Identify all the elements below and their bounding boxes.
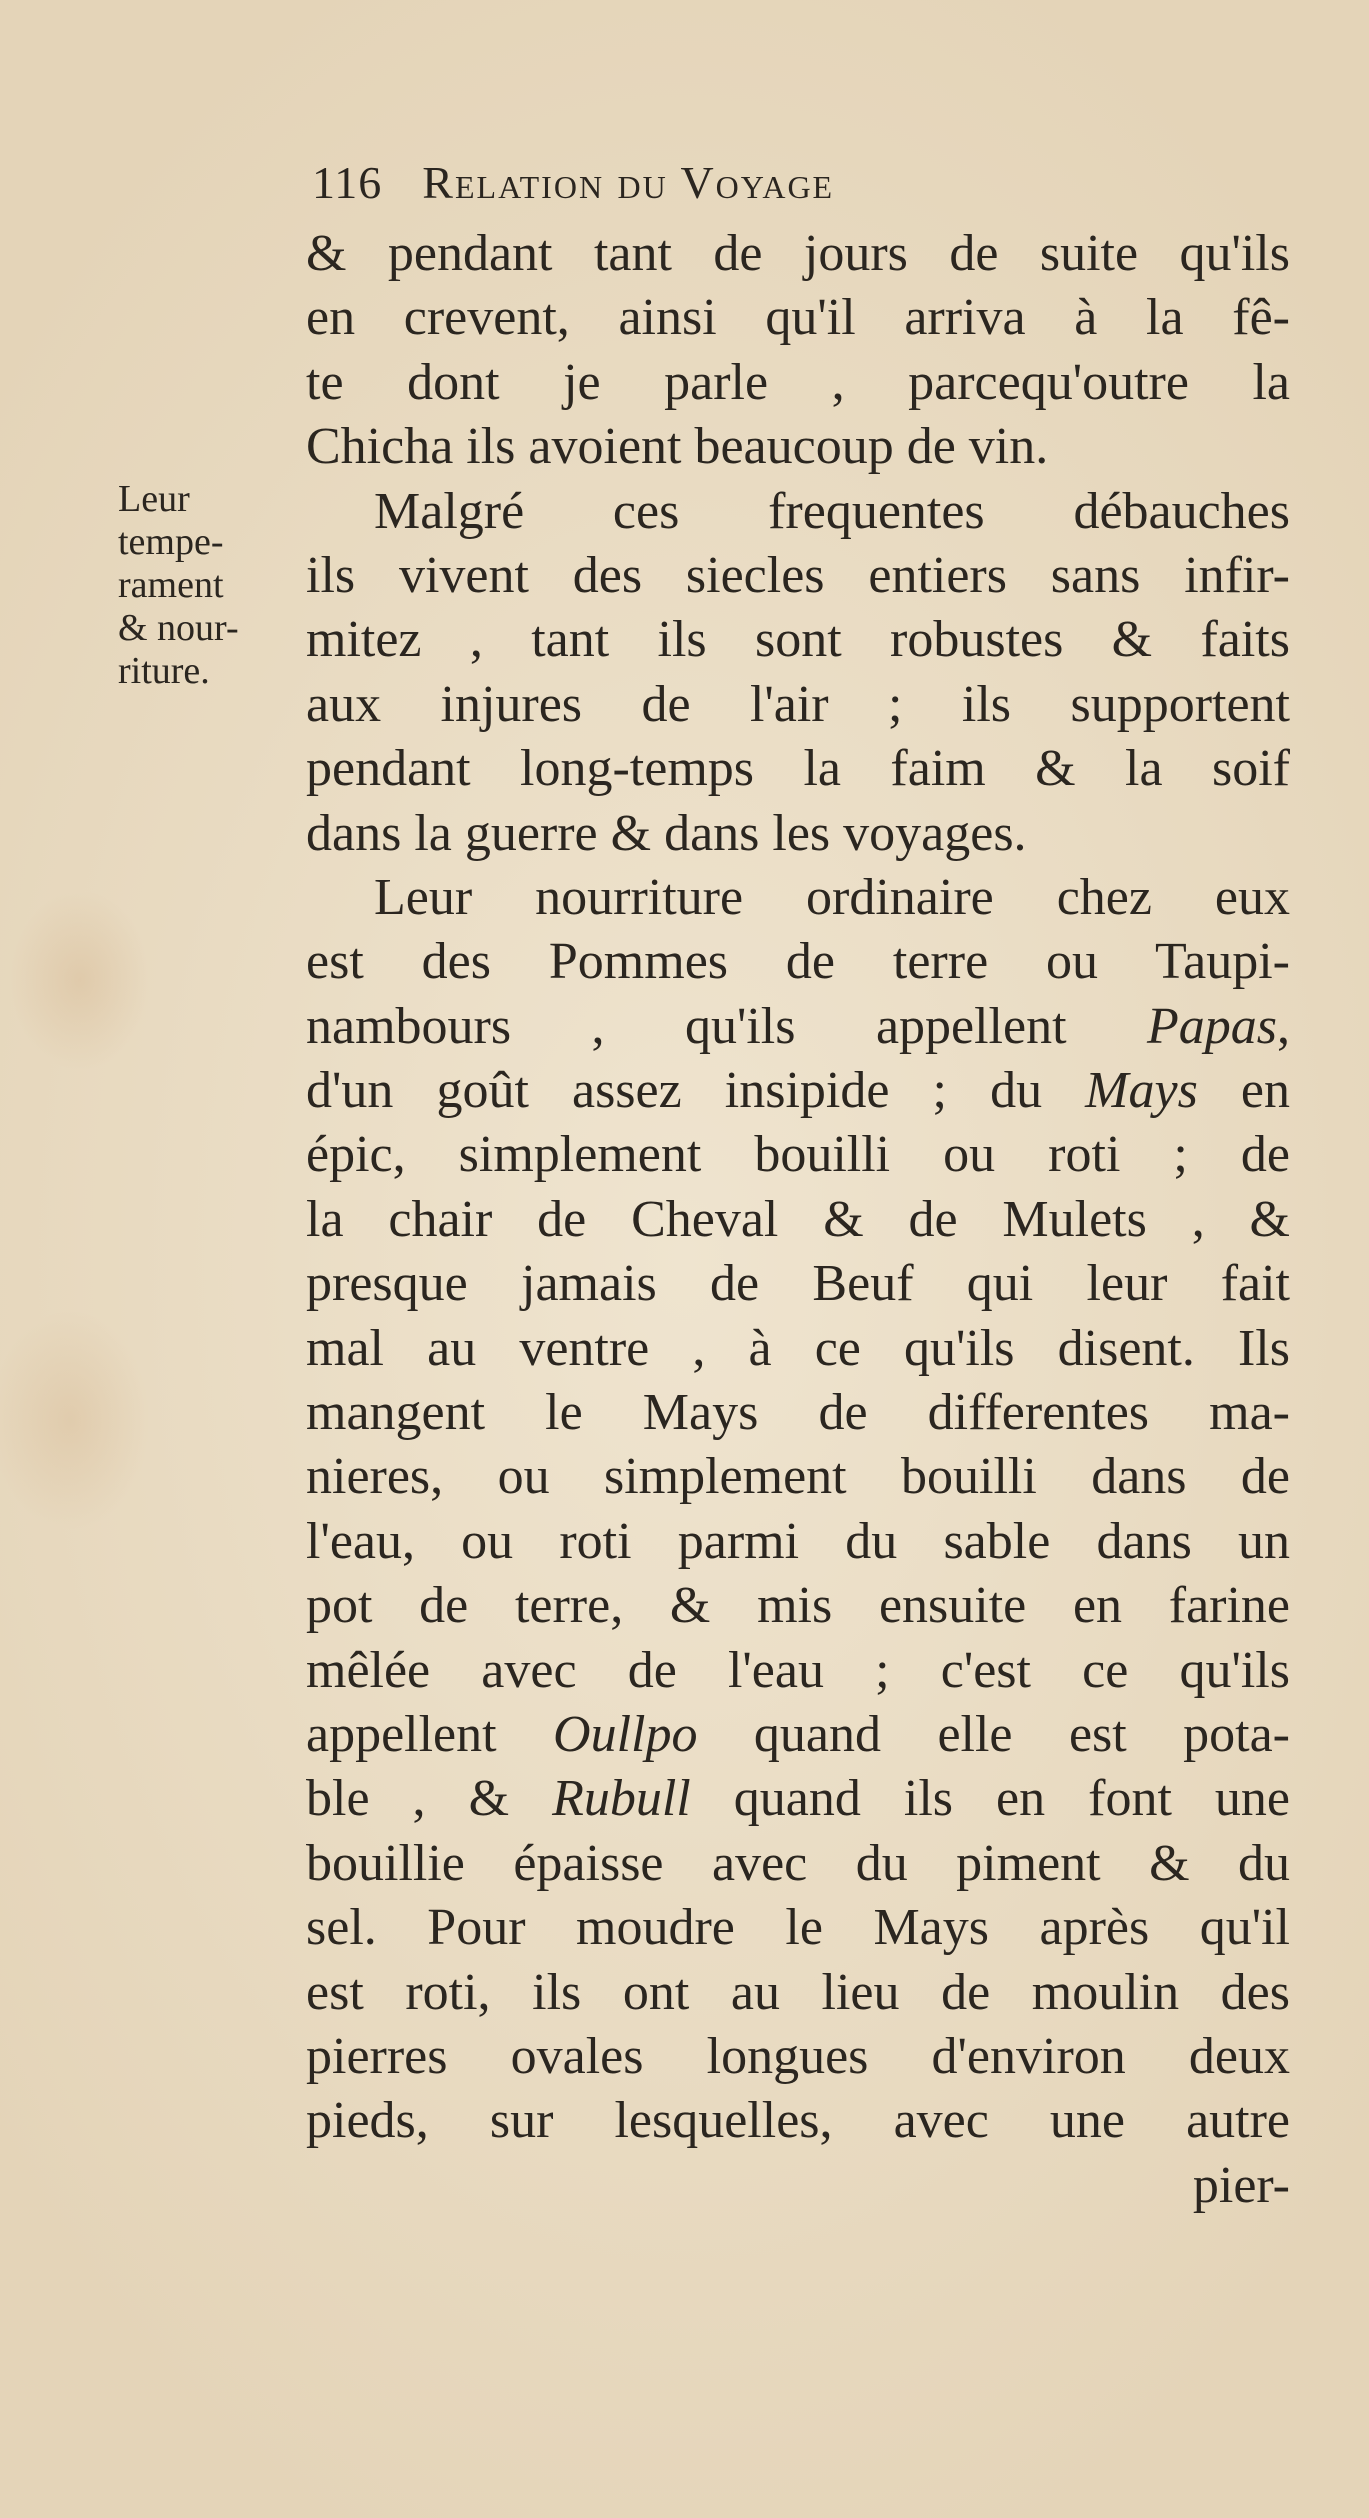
page-number: 116 [312, 157, 383, 208]
body-text [306, 222, 1290, 2218]
text-line: d'un goût assez insipide ; du Mays en [306, 1062, 1290, 1120]
text-line: presque jamais de Beuf qui leur fait [306, 1255, 1290, 1313]
text-line: pieds, sur lesquelles, avec une autre [306, 2092, 1290, 2150]
text-line: & pendant tant de jours de suite qu'ils [306, 225, 1290, 282]
text-line: Leur nourriture ordinaire chez eux [374, 868, 1290, 926]
text-line: est roti, ils ont au lieu de moulin des [306, 1963, 1290, 2021]
text-line: pier- [1192, 2156, 1290, 2214]
text-line: nambours , qu'ils appellent Papas, [306, 997, 1290, 1055]
text-line: mangent le Mays de differentes ma- [306, 1384, 1290, 1442]
text-line: pendant long-temps la faim & la soif [306, 740, 1290, 798]
running-title: Relation du Voyage [422, 157, 835, 208]
text-line: la chair de Cheval & de Mulets , & [306, 1190, 1290, 1248]
text-line: Chicha ils avoient beaucoup de vin. [306, 418, 1049, 476]
text-line: en crevent, ainsi qu'il arriva à la fê- [306, 289, 1290, 347]
running-header [312, 150, 1212, 216]
text-line: nieres, ou simplement bouilli dans de [306, 1448, 1290, 1506]
text-line: pierres ovales longues d'environ deux [306, 2027, 1290, 2085]
text-line: l'eau, ou roti parmi du sable dans un [306, 1512, 1290, 1570]
text-line: Malgré ces frequentes débauches [374, 482, 1290, 540]
margin-note-line: tempe- [118, 521, 224, 563]
margin-note [118, 478, 288, 693]
text-line: mal au ventre , à ce qu'ils disent. Ils [306, 1319, 1290, 1377]
text-line: ils vivent des siecles entiers sans infir- [306, 546, 1290, 604]
margin-note-line: rament [118, 564, 224, 606]
text-line: dans la guerre & dans les voyages. [306, 804, 1027, 862]
text-line: pot de terre, & mis ensuite en farine [306, 1577, 1290, 1635]
text-line: appellent Oullpo quand elle est pota- [306, 1705, 1290, 1763]
margin-note-line: & nour- [118, 607, 239, 649]
text-line: bouillie épaisse avec du piment & du [306, 1834, 1290, 1892]
text-line: mêlée avec de l'eau ; c'est ce qu'ils [306, 1641, 1290, 1699]
margin-note-line: Leur [118, 478, 190, 520]
text-line: sel. Pour moudre le Mays après qu'il [306, 1899, 1291, 1957]
text-line: te dont je parle , parcequ'outre la [306, 353, 1290, 411]
text-line: est des Pommes de terre ou Taupi- [306, 933, 1290, 991]
text-line: épic, simplement bouilli ou roti ; de [306, 1126, 1290, 1184]
text-line: ble , & Rubull quand ils en font une [306, 1770, 1290, 1828]
text-line: mitez , tant ils sont robustes & faits [306, 611, 1290, 669]
text-line: aux injures de l'air ; ils supportent [306, 675, 1290, 733]
margin-note-line: riture. [118, 650, 210, 692]
